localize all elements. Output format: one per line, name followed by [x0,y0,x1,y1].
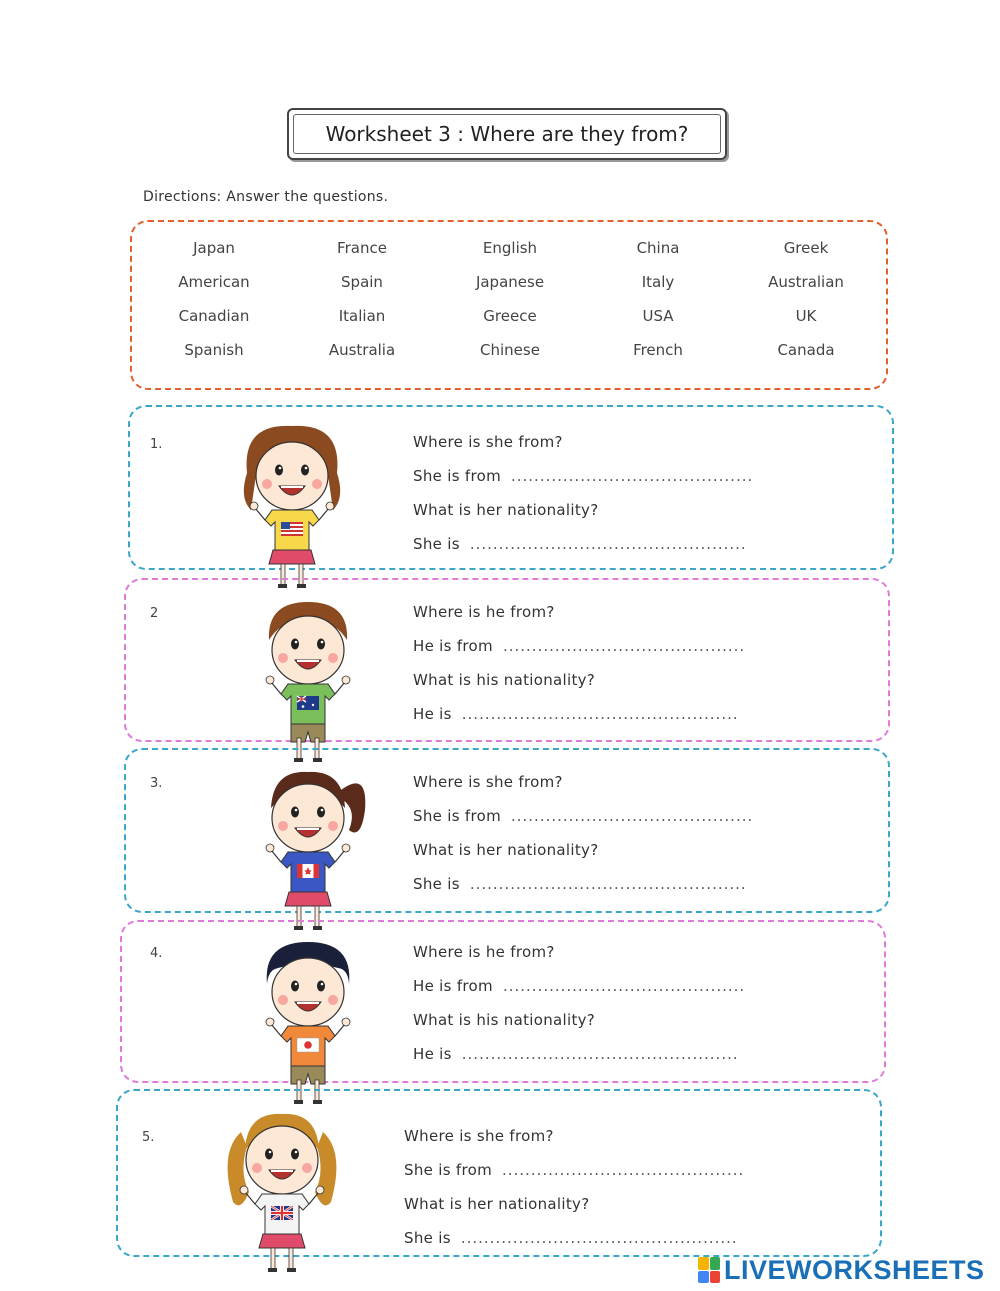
answer-blank[interactable]: .......................................... [510,807,754,825]
prompt-text: Where is she from? [413,773,563,791]
question-number: 5. [142,1130,155,1145]
prompt-text: Where is she from? [404,1127,554,1145]
answer-nationality[interactable] [413,875,747,893]
australia-flag-shirt-icon [248,592,368,767]
word-item: China [636,239,680,257]
prompt-text: He is from [413,637,493,655]
prompt-text: What is her nationality? [413,841,599,859]
word-item: Chinese [480,341,540,359]
prompt-text: What is his nationality? [413,1011,596,1029]
prompt-text: She is [404,1229,451,1247]
answer-nationality[interactable] [413,1045,739,1063]
word-bank [140,238,880,360]
question-where [413,943,555,961]
question-nationality [413,1011,595,1029]
answer-country[interactable] [413,637,745,655]
prompt-text: She is from [404,1161,492,1179]
answer-country[interactable] [413,467,753,485]
word-item: American [178,273,250,291]
word-item: Spanish [184,341,244,359]
question-nationality [413,841,598,859]
word-item: USA [642,307,674,325]
question-where [413,773,563,791]
answer-nationality[interactable] [413,705,739,723]
word-item: Italian [338,307,386,325]
question-number: 4. [150,946,163,961]
logo-text: LIVEWORKSHEETS [724,1254,985,1285]
word-item: UK [795,307,817,325]
question-number: 2 [150,606,159,621]
answer-blank[interactable]: .......................................... [502,977,746,995]
word-item: Japanese [475,273,545,291]
word-item: Canada [777,341,835,359]
answer-blank[interactable]: ................................................ [469,875,747,893]
question-where [404,1127,554,1145]
word-item: Australia [328,341,396,359]
prompt-text: She is [413,535,460,553]
prompt-text: He is from [413,977,493,995]
boy-illustration [248,934,368,1113]
prompt-text: He is [413,1045,452,1063]
boy-illustration [248,592,368,771]
question-nationality [413,501,598,519]
question-number: 1. [150,437,163,452]
canada-flag-shirt-icon [248,760,368,935]
prompt-text: What is his nationality? [413,671,596,689]
answer-blank[interactable]: .......................................... [501,1161,745,1179]
question-nationality [404,1195,589,1213]
answer-blank[interactable]: .......................................... [502,637,746,655]
japan-flag-shirt-icon [248,934,368,1109]
usa-flag-shirt-icon [232,418,352,593]
girl-illustration [232,418,352,597]
prompt-text: Where is she from? [413,433,563,451]
uk-flag-shirt-icon [222,1102,342,1277]
question-nationality [413,671,595,689]
liveworksheets-logo [698,1254,985,1286]
answer-nationality[interactable] [404,1229,738,1247]
question-where [413,603,555,621]
page-title: Worksheet 3 : Where are they from? [293,114,721,154]
prompt-text: Where is he from? [413,603,555,621]
answer-country[interactable] [413,807,753,825]
answer-blank[interactable]: ................................................ [460,1229,738,1247]
prompt-text: He is [413,705,452,723]
directions: Directions: Answer the questions. [143,189,389,205]
word-item: Canadian [178,307,250,325]
word-item: Spain [341,273,383,291]
logo-icon [698,1257,720,1283]
title-box [287,108,727,160]
answer-blank[interactable]: .......................................... [510,467,754,485]
word-item: Greek [783,239,829,257]
answer-country[interactable] [404,1161,744,1179]
word-item: Greece [483,307,537,325]
question-where [413,433,563,451]
answer-country[interactable] [413,977,745,995]
word-item: Australian [768,273,844,291]
prompt-text: She is from [413,807,501,825]
girl-illustration [248,760,368,939]
word-item: Italy [641,273,675,291]
prompt-text: Where is he from? [413,943,555,961]
word-item: France [337,239,387,257]
prompt-text: She is [413,875,460,893]
word-item: English [482,239,538,257]
word-item: French [633,341,683,359]
prompt-text: She is from [413,467,501,485]
answer-blank[interactable]: ................................................ [469,535,747,553]
question-number: 3. [150,776,163,791]
word-item: Japan [193,239,235,257]
girl-illustration [222,1102,342,1281]
prompt-text: What is her nationality? [413,501,599,519]
answer-nationality[interactable] [413,535,747,553]
answer-blank[interactable]: ................................................ [461,705,739,723]
answer-blank[interactable]: ................................................ [461,1045,739,1063]
prompt-text: What is her nationality? [404,1195,590,1213]
